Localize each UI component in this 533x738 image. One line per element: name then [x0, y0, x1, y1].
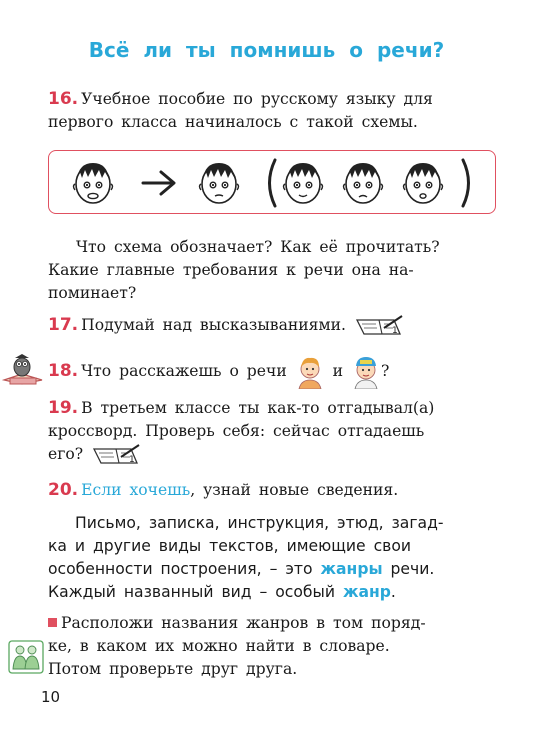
task-18: 18. Что расскажешь о речи и ? [48, 355, 389, 389]
close-paren-icon [459, 157, 477, 209]
page-number: 10 [41, 688, 61, 706]
task-number: 19. [48, 398, 79, 418]
task-number: 16. [48, 89, 79, 109]
open-paren-icon [261, 157, 279, 209]
if-you-want-link[interactable]: Если хочешь [81, 481, 191, 499]
exercise: Расположи названия жанров в том поряд- ке, в каком их можно найти в словаре. Потом проверьте друг друга. [48, 614, 426, 678]
term-genres: жанры [320, 560, 383, 578]
open-book-icon [354, 314, 406, 338]
boy-face-icon [197, 159, 241, 205]
pair-work-icon [8, 640, 44, 674]
svg-text:1: 1 [129, 455, 135, 465]
boy-face-icon [341, 159, 385, 205]
boy-face-icon [281, 159, 325, 205]
task-20: 20. Если хочешь, узнай новые сведения. [48, 480, 399, 500]
arrow-right-icon [141, 169, 177, 197]
svg-text:1: 1 [391, 326, 398, 336]
page-title: Всё ли ты помнишь о речи? [88, 38, 445, 62]
scheme-question: Что схема обозначает? Как её прочитать? Какие главные требования к речи она на- поминает? [48, 238, 440, 302]
task-number: 18. [48, 361, 79, 381]
reading-owl-icon [2, 350, 44, 386]
boy-face-icon [71, 159, 115, 205]
boy-cap-portrait-icon [351, 355, 381, 389]
task-number: 17. [48, 315, 79, 335]
speech-scheme [48, 150, 496, 214]
task-number: 20. [48, 480, 79, 500]
task-17: 17. Подумай над высказываниями. 1 [48, 314, 406, 338]
boy-face-icon [401, 159, 445, 205]
task-16: 16. Учебное пособие по русскому языку для первого класса начиналось с такой схемы. [48, 89, 433, 131]
genre-info: Письмо, записка, инструкция, этюд, загад- ка и другие виды текстов, имеющие свои особенности построения, – это жанры речи. Каждый названный вид – особый жанр. [48, 514, 444, 601]
open-book-icon [91, 443, 143, 467]
term-genre: жанр [342, 583, 391, 601]
boy-portrait-icon [295, 355, 325, 389]
square-bullet-icon [48, 618, 57, 627]
task-19: 19. В третьем классе ты как-то отгадывал(а) кроссворд. Проверь себя: сейчас отгадаешь его? 1 [48, 398, 435, 465]
